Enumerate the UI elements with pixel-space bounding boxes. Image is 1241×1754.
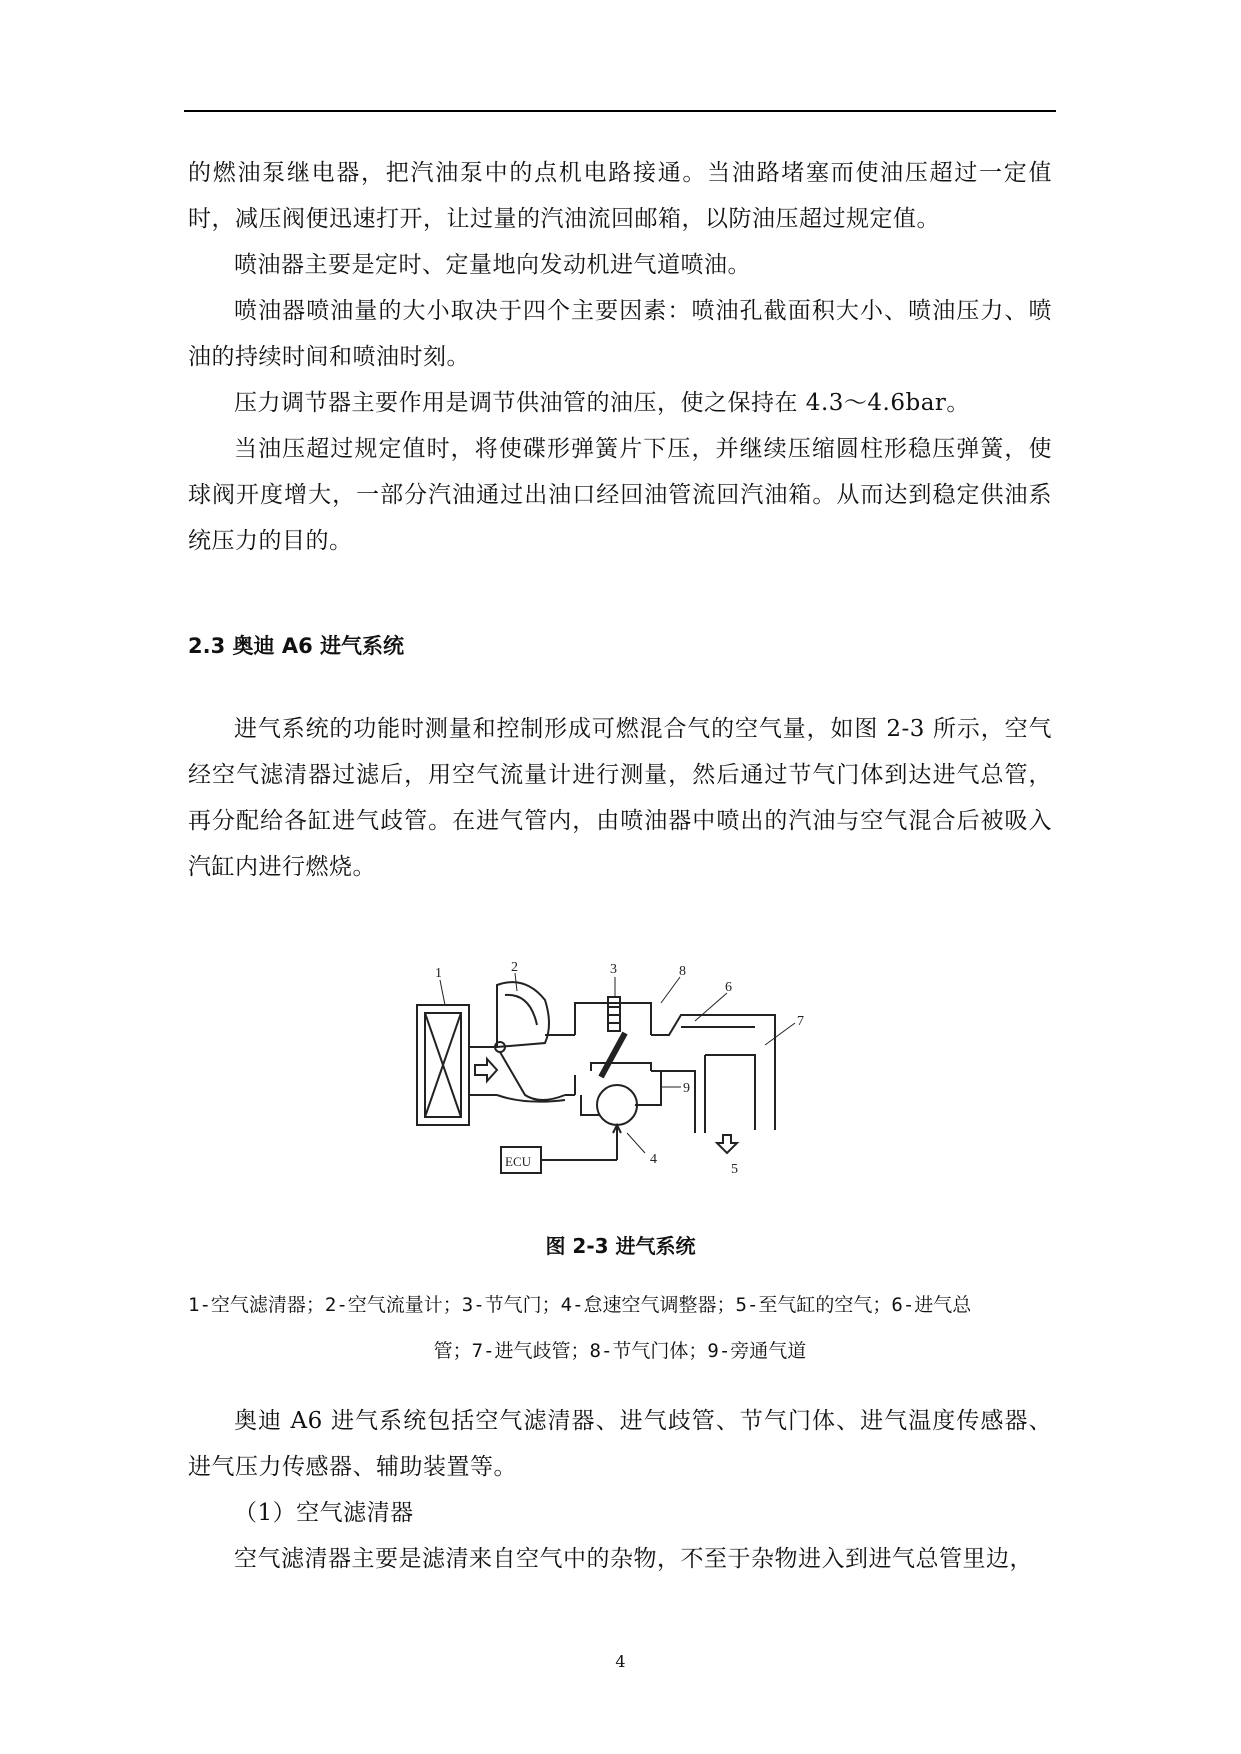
figure-legend-line: 1-空气滤清器；2-空气流量计；3-节气门；4-怠速空气调整器；5-至气缸的空气；6-进气总	[188, 1294, 972, 1316]
paragraph: 空气滤清器主要是滤清来自空气中的杂物，不至于杂物进入到进气总管里边，	[234, 1546, 1033, 1572]
figure-legend	[188, 1282, 1052, 1374]
paragraph: 喷油器喷油量的大小取决于四个主要因素：喷油孔截面积大小、喷油压力、喷油的持续时间和喷油时刻。	[188, 298, 1052, 370]
callout-7: 7	[797, 1014, 804, 1029]
section-body	[188, 706, 1052, 890]
callout-3: 3	[610, 962, 617, 977]
callout-9: 9	[683, 1081, 690, 1096]
paragraph: 压力调节器主要作用是调节供油管的油压，使之保持在 4.3～4.6bar。	[234, 390, 970, 416]
air-filter	[417, 1005, 469, 1125]
page-number: 4	[615, 1652, 626, 1671]
body-text-bottom	[188, 1398, 1052, 1582]
throttle	[601, 997, 625, 1077]
paragraph: 奥迪 A6 进气系统包括空气滤清器、进气歧管、节气门体、进气温度传感器、进气压力传感器、辅助装置等。	[188, 1408, 1052, 1480]
paragraph: 进气系统的功能时测量和控制形成可燃混合气的空气量，如图 2-3 所示，空气经空气滤清器过滤后，用空气流量计进行测量，然后通过节气门体到达进气总管，再分配给各缸进气歧管。在进气管内，由喷油器中喷出的汽油与空气混合后被吸入汽缸内进行燃烧。	[188, 716, 1052, 880]
callout-5: 5	[731, 1162, 738, 1177]
callout-8: 8	[679, 964, 686, 979]
arrow-icon	[717, 1135, 737, 1153]
intake-system-diagram	[405, 955, 865, 1180]
figure-caption: 图 2-3 进气系统	[545, 1234, 696, 1258]
callout-6: 6	[725, 980, 732, 995]
callout-2: 2	[511, 960, 518, 975]
paragraph: 的燃油泵继电器，把汽油泵中的点机电路接通。当油路堵塞而使油压超过一定值时，减压阀便迅速打开，让过量的汽油流回邮箱，以防油压超过规定值。	[188, 160, 1052, 232]
paragraph: 喷油器主要是定时、定量地向发动机进气道喷油。	[234, 252, 751, 278]
air-flow-meter	[495, 982, 565, 1102]
ecu-label: ECU	[505, 1154, 531, 1169]
callout-1: 1	[435, 966, 442, 981]
body-text-top	[188, 150, 1052, 564]
section-heading: 2.3 奥迪 A6 进气系统	[188, 634, 404, 658]
figure-legend-line: 管；7-进气歧管；8-节气门体；9-旁通气道	[433, 1340, 807, 1362]
paragraph: （1）空气滤清器	[234, 1500, 414, 1526]
paragraph: 当油压超过规定值时，将使碟形弹簧片下压，并继续压缩圆柱形稳压弹簧，使球阀开度增大，一部分汽油通过出油口经回油管流回汽油箱。从而达到稳定供油系统压力的目的。	[188, 436, 1052, 554]
arrow-icon	[475, 1059, 497, 1081]
callout-4: 4	[650, 1152, 657, 1167]
idle-air-regulator	[597, 1085, 637, 1141]
header-rule	[184, 110, 1056, 112]
